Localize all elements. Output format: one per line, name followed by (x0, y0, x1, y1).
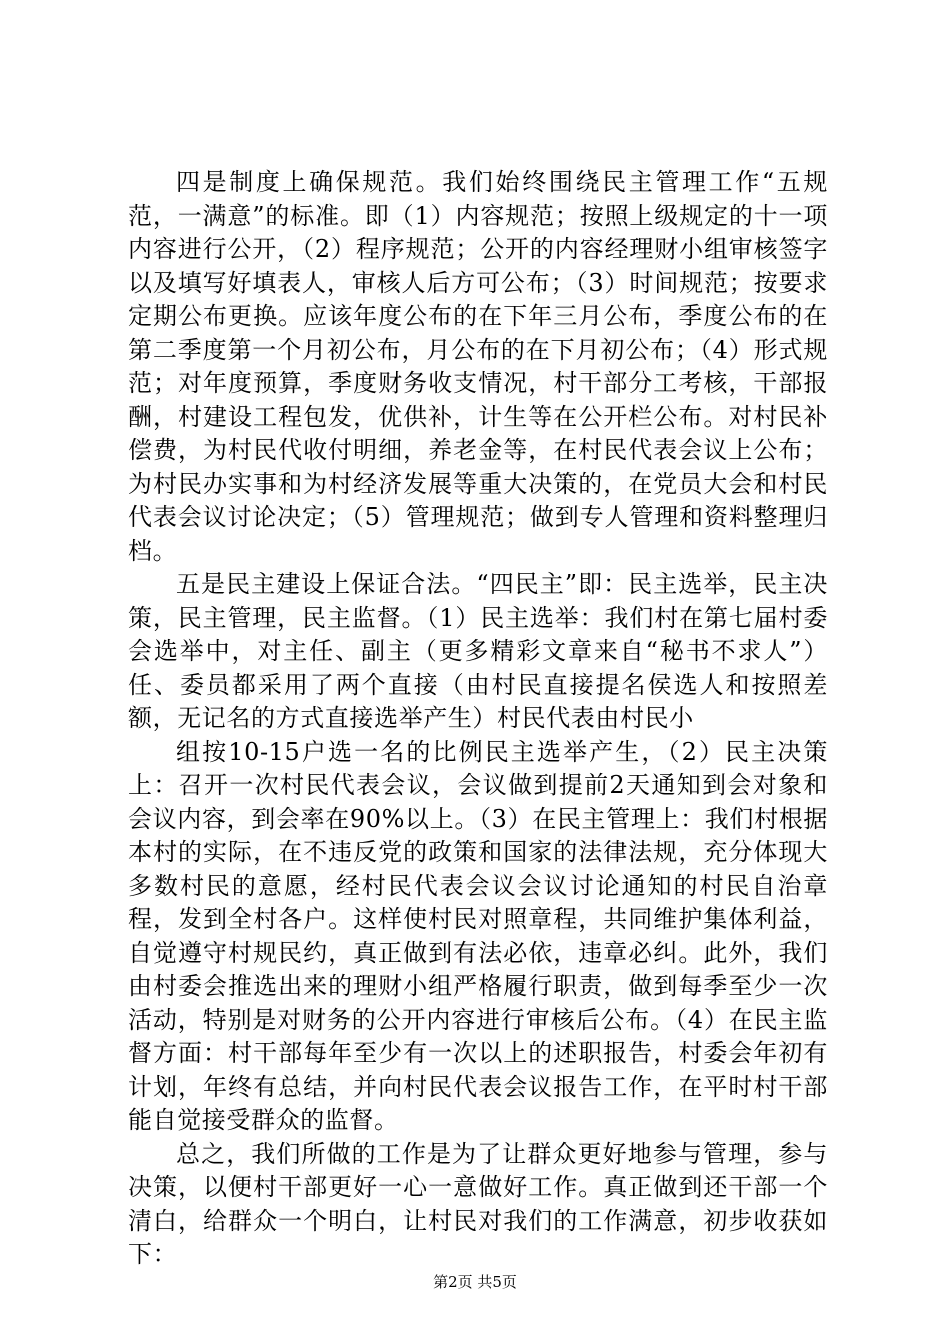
document-body (128, 166, 828, 1272)
paragraph-democratic-decision: 组按10-15户选一名的比例民主选举产生，（2）民主决策上：召开一次村民代表会议，会议做到提前2天通知到会对象和会议内容，到会率在90%以上。（3）在民主管理上：我们村根据本村的实际，在不违反党的政策和国家的法律法规，充分体现大多数村民的意愿，经村民代表会议会议讨论通知的村民自治章程，发到全村各户。这样使村民对照章程，共同维护集体利益，自觉遵守村规民约，真正做到有法必依，违章必纠。此外，我们由村委会推选出来的理财小组严格履行职责，做到每季至少一次活动，特别是对财务的公开内容进行审核后公布。（4）在民主监督方面：村干部每年至少有一次以上的述职报告，村委会年初有计划，年终有总结，并向村民代表会议报告工作，在平时村干部能自觉接受群众的监督。 (128, 737, 828, 1134)
paragraph-institutional-standards: 四是制度上确保规范。我们始终围绕民主管理工作“五规范，一满意”的标准。即（1）内容规范；按照上级规定的十一项内容进行公开，（2）程序规范；公开的内容经理财小组审核签字以及填写好填表人，审核人后方可公布；（3）时间规范；按要求定期公布更换。应该年度公布的在下年三月公布，季度公布的在第二季度第一个月初公布，月公布的在下月初公布；（4）形式规范；对年度预算，季度财务收支情况，村干部分工考核，干部报酬，村建设工程包发，优供补，计生等在公开栏公布。对村民补偿费，为村民代收付明细，养老金等，在村民代表会议上公布；为村民办实事和为村经济发展等重大决策的，在党员大会和村民代表会议讨论决定；（5）管理规范；做到专人管理和资料整理归档。 (128, 168, 828, 565)
paragraph-democratic-construction: 五是民主建设上保证合法。“四民主”即：民主选举，民主决策，民主管理，民主监督。（1）民主选举：我们村在第七届村委会选举中，对主任、副主（更多精彩文章来自“秘书不求人”）任、委员都采用了两个直接（由村民直接提名侯选人和按照差额，无记名的方式直接选举产生）村民代表由村民小 (128, 570, 828, 732)
page-number-footer: 第2页 共5页 (433, 1273, 517, 1291)
paragraph-summary: 总之，我们所做的工作是为了让群众更好地参与管理，参与决策，以便村干部更好一心一意做好工作。真正做到还干部一个清白，给群众一个明白，让村民对我们的工作满意，初步收获如下： (128, 1139, 828, 1268)
